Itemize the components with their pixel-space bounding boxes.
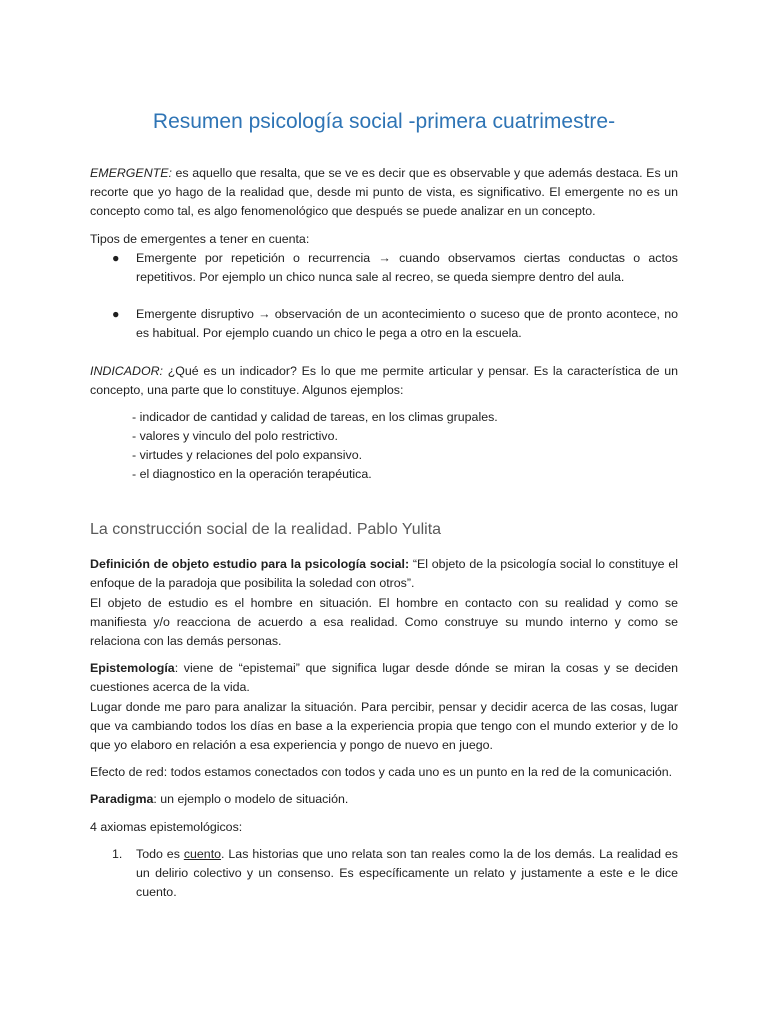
term-epistemologia: Epistemología	[90, 661, 175, 676]
paragraph-efecto-red: Efecto de red: todos estamos conectados con todos y cada uno es un punto en la red de la comunicación.	[90, 765, 673, 780]
list-number: 1.	[112, 846, 123, 861]
document-body	[90, 164, 678, 902]
list-item: - el diagnostico en la operación terapéutica.	[132, 467, 372, 482]
term-definicion: Definición de objeto estudio para la psicología social:	[90, 557, 410, 572]
axiomas-heading: 4 axiomas epistemológicos:	[90, 819, 243, 834]
paragraph-indicador	[90, 362, 678, 400]
tipo-text: Emergente disruptivo → observación de un acontecimiento o suceso que de pronto acontece, no es habitual. Por ejemplo cuando un chico le pega a otro en la escuela.	[136, 307, 678, 341]
list-item: - valores y vinculo del polo restrictivo.	[132, 429, 338, 444]
paragraph-definicion	[90, 555, 678, 593]
list-item	[90, 845, 678, 903]
term-indicador: INDICADOR:	[90, 363, 163, 378]
ejemplos-list	[132, 408, 678, 484]
axiomas-list	[90, 845, 678, 903]
bullet-icon: ●	[112, 307, 120, 322]
paradigma-text: : un ejemplo o modelo de situación.	[153, 792, 349, 807]
indicador-text: ¿Qué es un indicador? Es lo que me permite articular y pensar. Es la característica de un concepto, una parte que lo constituye. Algunos ejemplos:	[90, 363, 678, 397]
emergente-text: es aquello que resalta, que se ve es decir que es observable y que además destaca. Es un recorte que yo hago de la realidad que, desde mi punto de vista, es significativo. El emergente no es un concepto como tal, es algo fenomenológico que después se puede analizar en un concepto.	[90, 166, 678, 219]
tipos-list	[90, 249, 678, 344]
paragraph-emergente	[90, 164, 678, 222]
document-title: Resumen psicología social -primera cuatrimestre-	[152, 110, 616, 133]
paragraph-epistemologia-2: Lugar donde me paro para analizar la situación. Para percibir, pensar y decidir acerca de las cosas, lugar que va cambiando todos los días en base a la experiencia propia que tengo con el mundo exterior y de lo que yo elaboro en relación a esa experiencia y pongo de nuevo en juego.	[90, 699, 678, 753]
bullet-icon: ●	[112, 250, 120, 265]
axioma-post: . Las historias que uno relata son tan reales como la de los demás. La realidad es un delirio colectivo y un consenso. Es específicamente un relato y justamente a este e le dice cuento.	[136, 846, 678, 900]
paragraph-definicion-2: El objeto de estudio es el hombre en situación. El hombre en contacto con su realidad y como se manifiesta y/o reacciona de acuerdo a esa realidad. Como construye su mundo interno y como se relaciona con las demás personas.	[90, 595, 678, 649]
axioma-underlined: cuento	[183, 846, 222, 861]
tipo-text: Emergente por repetición o recurrencia → cuando observamos ciertas conductas o actos repetitivos. Por ejemplo un chico nunca sale al recreo, se queda siempre dentro del aula.	[136, 250, 678, 285]
term-paradigma: Paradigma	[90, 792, 154, 807]
list-item: - indicador de cantidad y calidad de tareas, en los climas grupales.	[132, 410, 498, 425]
paragraph-epistemologia	[90, 659, 678, 697]
paragraph-paradigma	[90, 790, 678, 809]
section-heading: La construcción social de la realidad. Pablo Yulita	[90, 521, 442, 539]
tipos-heading: Tipos de emergentes a tener en cuenta:	[90, 231, 310, 246]
epistemologia-text: : viene de “epistemai” que significa lugar desde dónde se miran la cosas y se deciden cuestiones acerca de la vida.	[90, 661, 678, 695]
term-emergente: EMERGENTE:	[90, 166, 172, 180]
list-item: - virtudes y relaciones del polo expansivo.	[132, 448, 363, 463]
list-item	[90, 305, 678, 343]
list-item	[90, 249, 678, 287]
definicion-text: “El objeto de la psicología social lo constituye el enfoque de la paradoja que posibilita la soledad con otros”.	[90, 557, 678, 591]
axioma-pre: Todo es	[136, 846, 184, 861]
